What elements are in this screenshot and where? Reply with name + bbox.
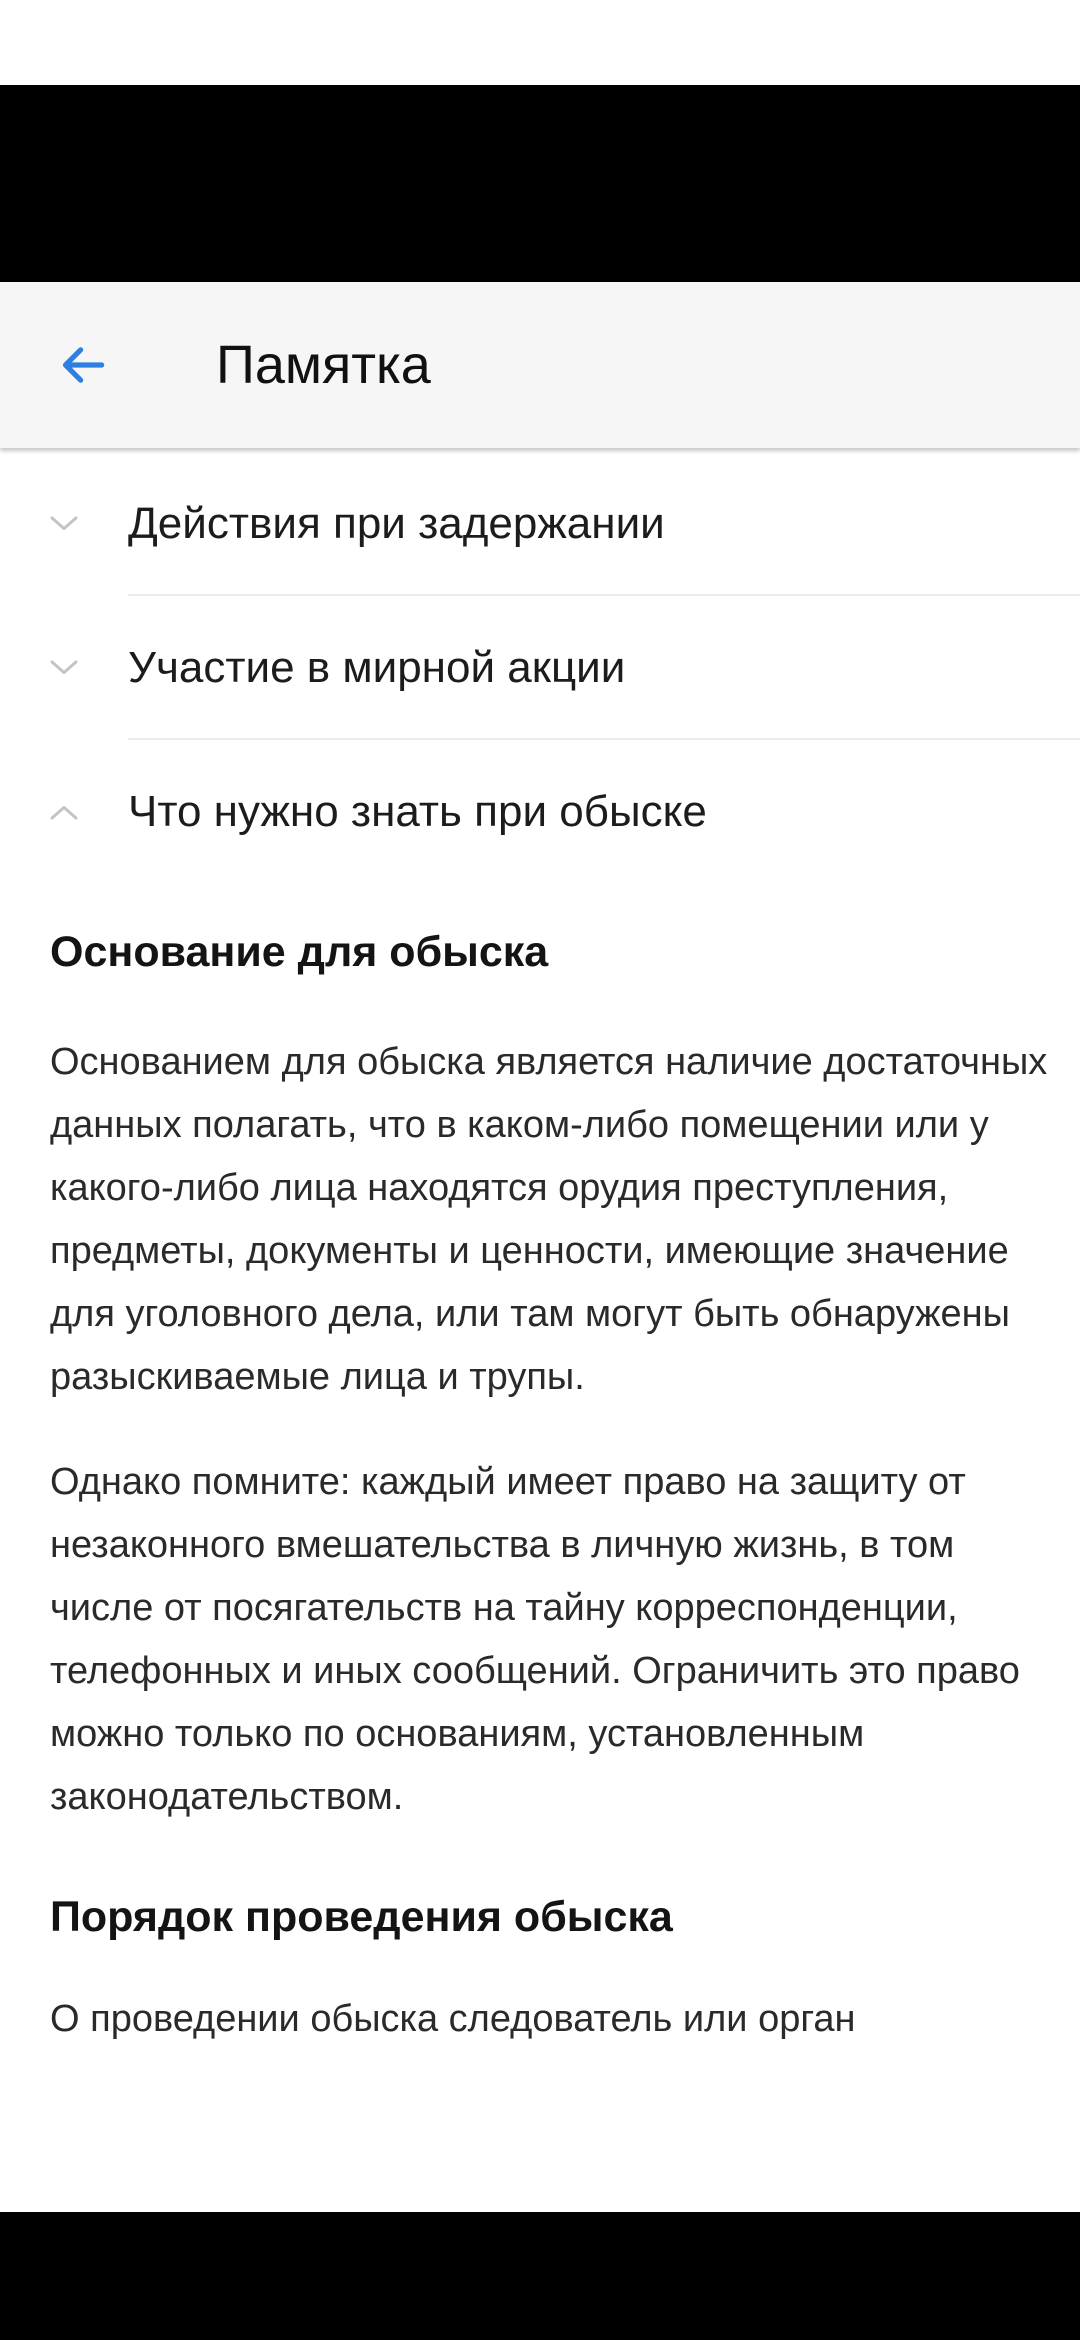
back-button[interactable] xyxy=(40,322,126,408)
accordion-item-label: Что нужно знать при обыске xyxy=(128,787,707,836)
accordion-item-peaceful-action[interactable] xyxy=(0,596,1080,740)
page-title: Памятка xyxy=(216,335,431,395)
content-scroll-area[interactable] xyxy=(0,452,1080,2212)
paragraph: Однако помните: каждый имеет право на защиту от незаконного вмешательства в личную жизнь, в том числе от посягательств на тайну корреспонденции, телефонных и иных сообщений. Ограничить это право можно только по основаниям, установленным законодательством. xyxy=(50,1461,1020,1818)
accordion-item-label: Действия при задержании xyxy=(128,499,665,548)
app-bar xyxy=(0,282,1080,448)
section-heading: Порядок проведения обыска xyxy=(50,1893,673,1941)
section-heading: Основание для обыска xyxy=(50,928,549,976)
paragraph: О проведении обыска следователь или орган xyxy=(50,1998,856,2040)
accordion-item-search[interactable] xyxy=(0,740,1080,884)
accordion-item-label: Участие в мирной акции xyxy=(128,643,626,692)
accordion-expanded-content xyxy=(0,928,1080,2051)
navigation-bar xyxy=(0,2212,1080,2340)
chevron-up-icon xyxy=(44,792,84,832)
accordion-item-detention[interactable] xyxy=(0,452,1080,596)
status-bar xyxy=(0,85,1080,282)
chevron-down-icon xyxy=(44,648,84,688)
arrow-left-icon xyxy=(55,337,111,393)
chevron-down-icon xyxy=(44,504,84,544)
paragraph: Основанием для обыска является наличие достаточных данных полагать, что в каком-либо помещении или у какого-либо лица находятся орудия преступления, предметы, документы и ценности, имеющие значение для уголовного дела, или там могут быть обнаружены разыскиваемые лица и трупы. xyxy=(50,1041,1048,1398)
top-blank-area xyxy=(0,0,1080,85)
